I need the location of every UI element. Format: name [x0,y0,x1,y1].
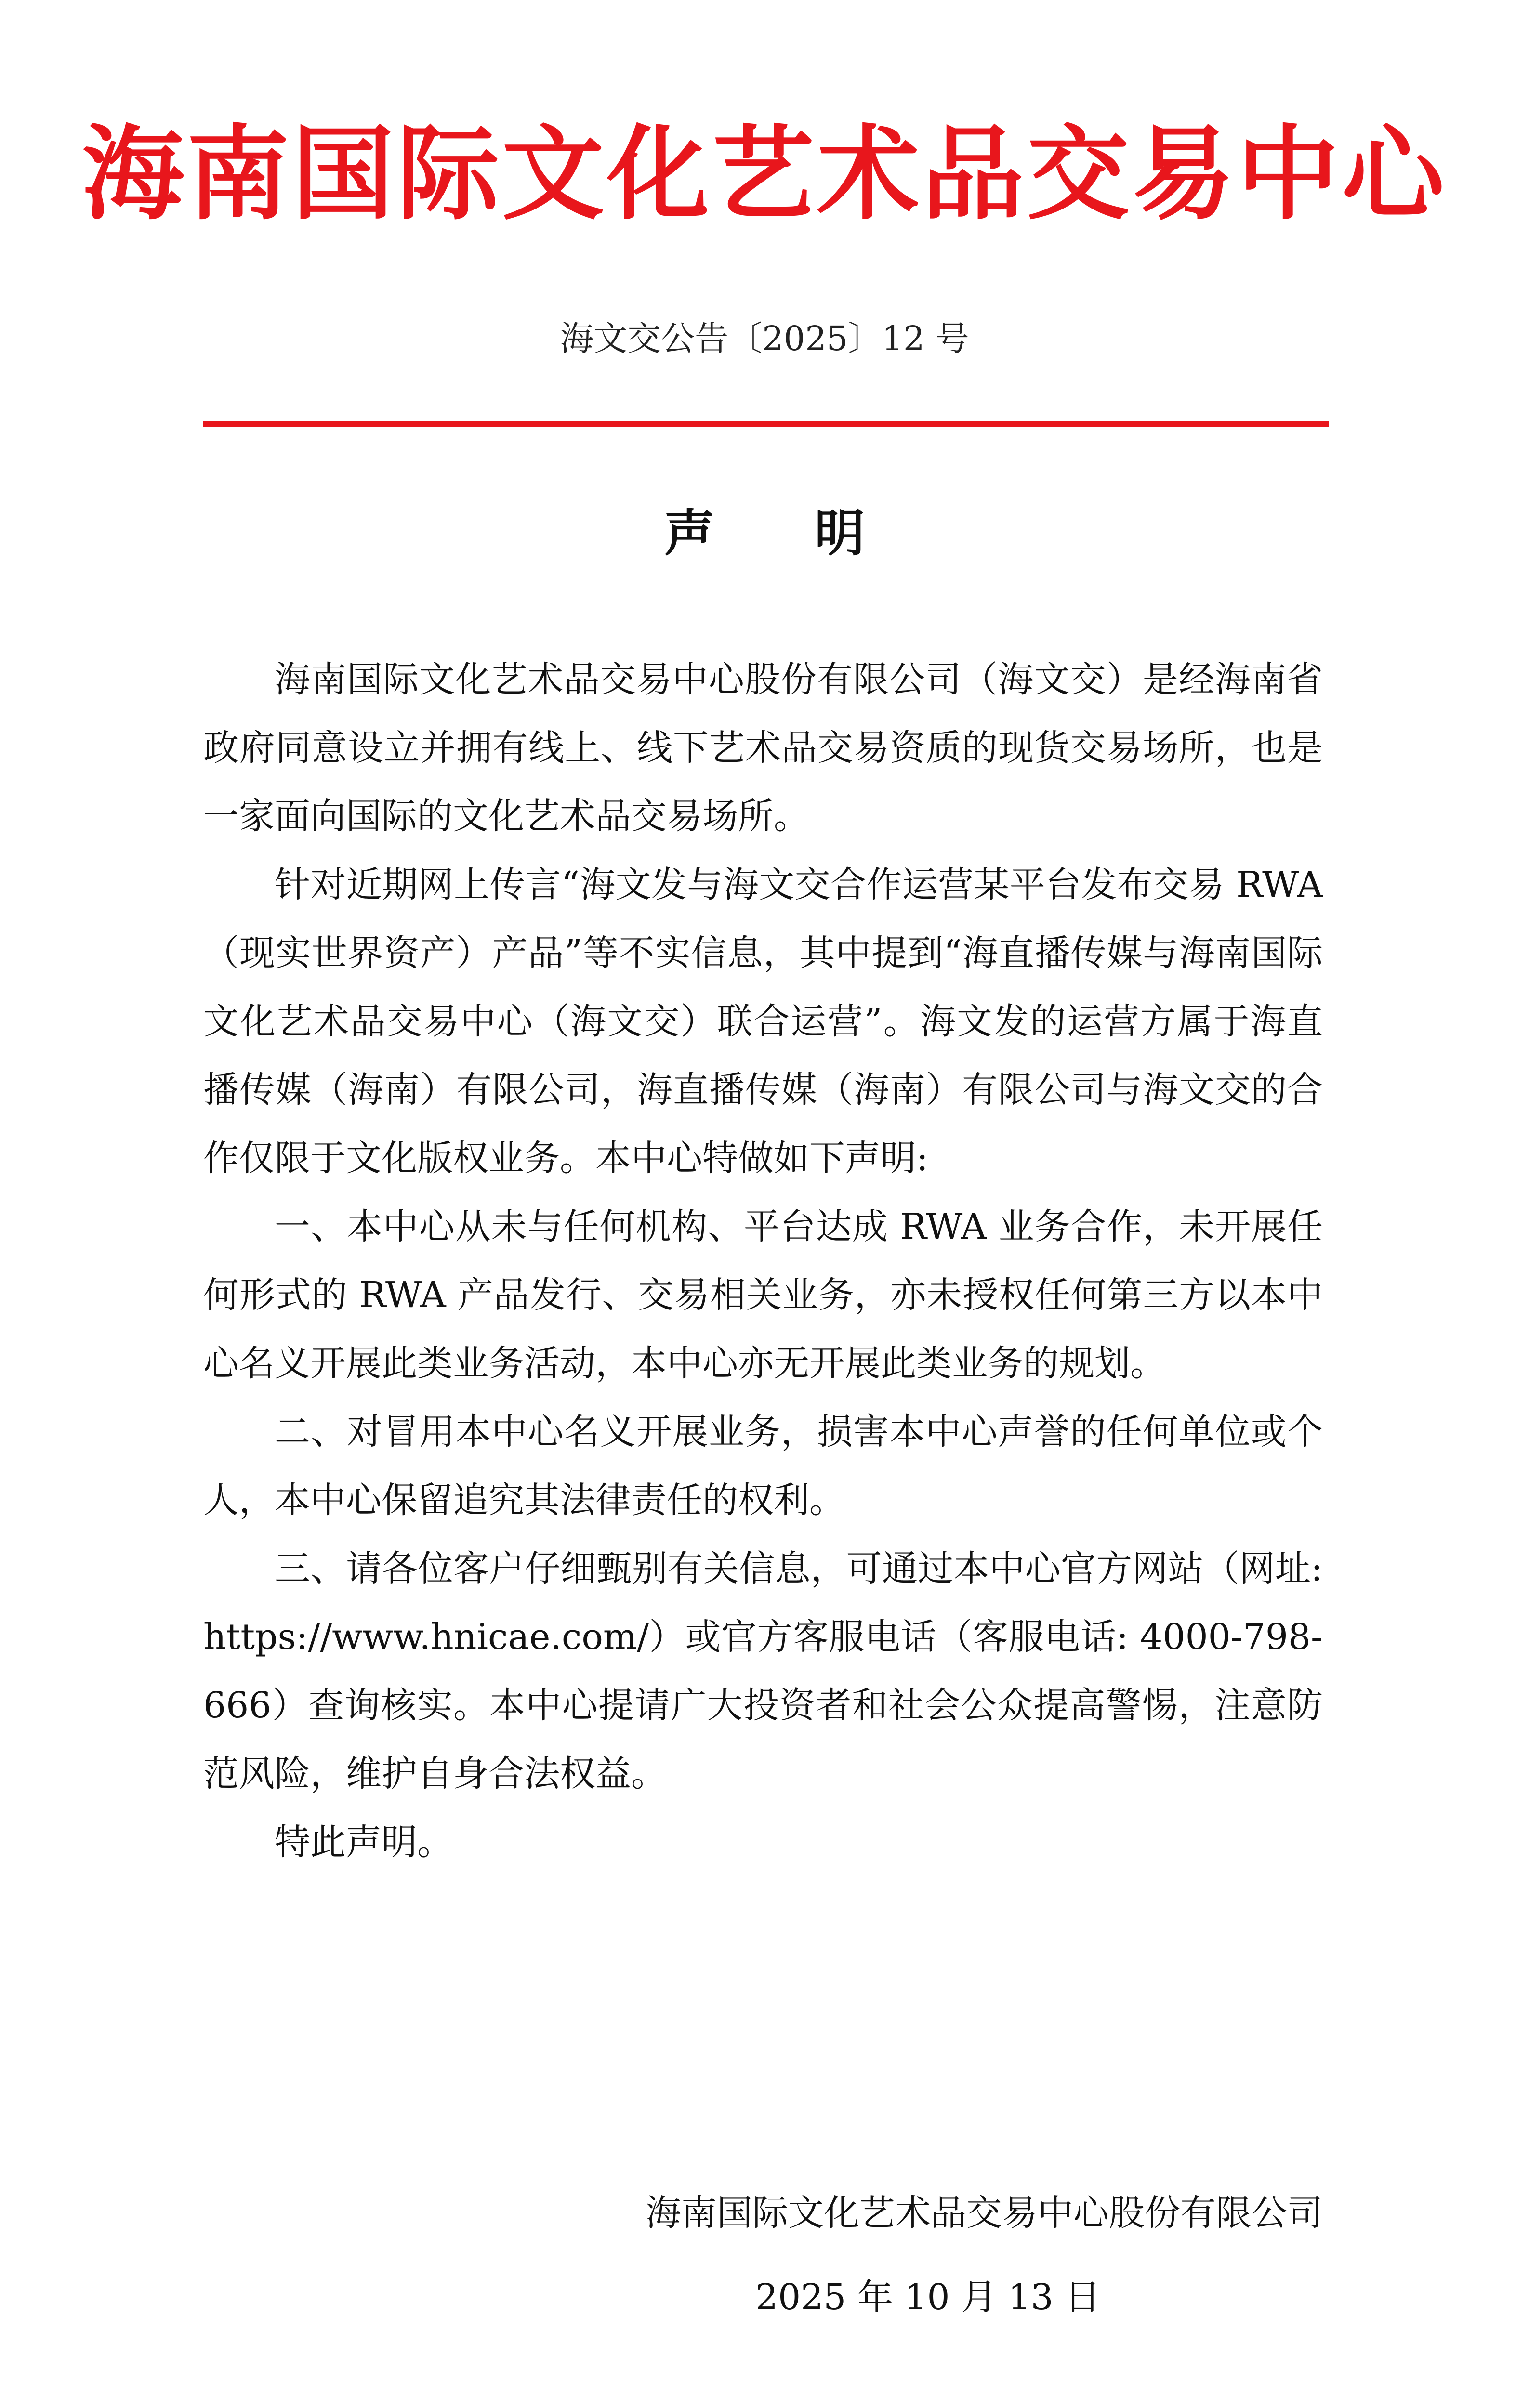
signature-company: 海南国际文化艺术品交易中心股份有限公司 [646,2192,1323,2234]
paragraph-closing: 特此声明。 [275,1821,453,1863]
statement-body [203,645,1323,1876]
document-number: 海文交公告〔2025〕12 号 [560,319,969,358]
paragraph-background: 针对近期网上传言“海文发与海文交合作运营某平台发布交易 RWA（现实世界资产）产品”等不实信息，其中提到“海直播传媒与海南国际文化艺术品交易中心（海文交）联合运营”。海文发的运营方属于海直播传媒（海南）有限公司，海直播传媒（海南）有限公司与海文交的合作仅限于文化版权业务。本中心特做如下声明: [203,864,1323,1179]
red-divider-line [203,421,1329,427]
signature-date: 2025 年 10 月 13 日 [755,2277,1101,2318]
paragraph-intro: 海南国际文化艺术品交易中心股份有限公司（海文交）是经海南省政府同意设立并拥有线上、线下艺术品交易资质的现货交易场所，也是一家面向国际的文化艺术品交易场所。 [203,659,1323,837]
org-title: 海南国际文化艺术品交易中心 [82,114,1447,234]
document-title: 声 明 [664,503,865,563]
paragraph-point-3: 三、请各位客户仔细甄别有关信息，可通过本中心官方网站（网址: https://www.hnicae.com/）或官方客服电话（客服电话: 4000-798-666）查询核实。本中心提请广大投资者和社会公众提高警惕，注意防范风险，维护自身合法权益。 [203,1548,1323,1794]
paragraph-point-2: 二、对冒用本中心名义开展业务，损害本中心声誉的任何单位或个人，本中心保留追究其法律责任的权利。 [203,1411,1323,1521]
paragraph-point-1: 一、本中心从未与任何机构、平台达成 RWA 业务合作，未开展任何形式的 RWA 产品发行、交易相关业务，亦未授权任何第三方以本中心名义开展此类业务活动，本中心亦无开展此类业务的规划。 [203,1206,1323,1384]
